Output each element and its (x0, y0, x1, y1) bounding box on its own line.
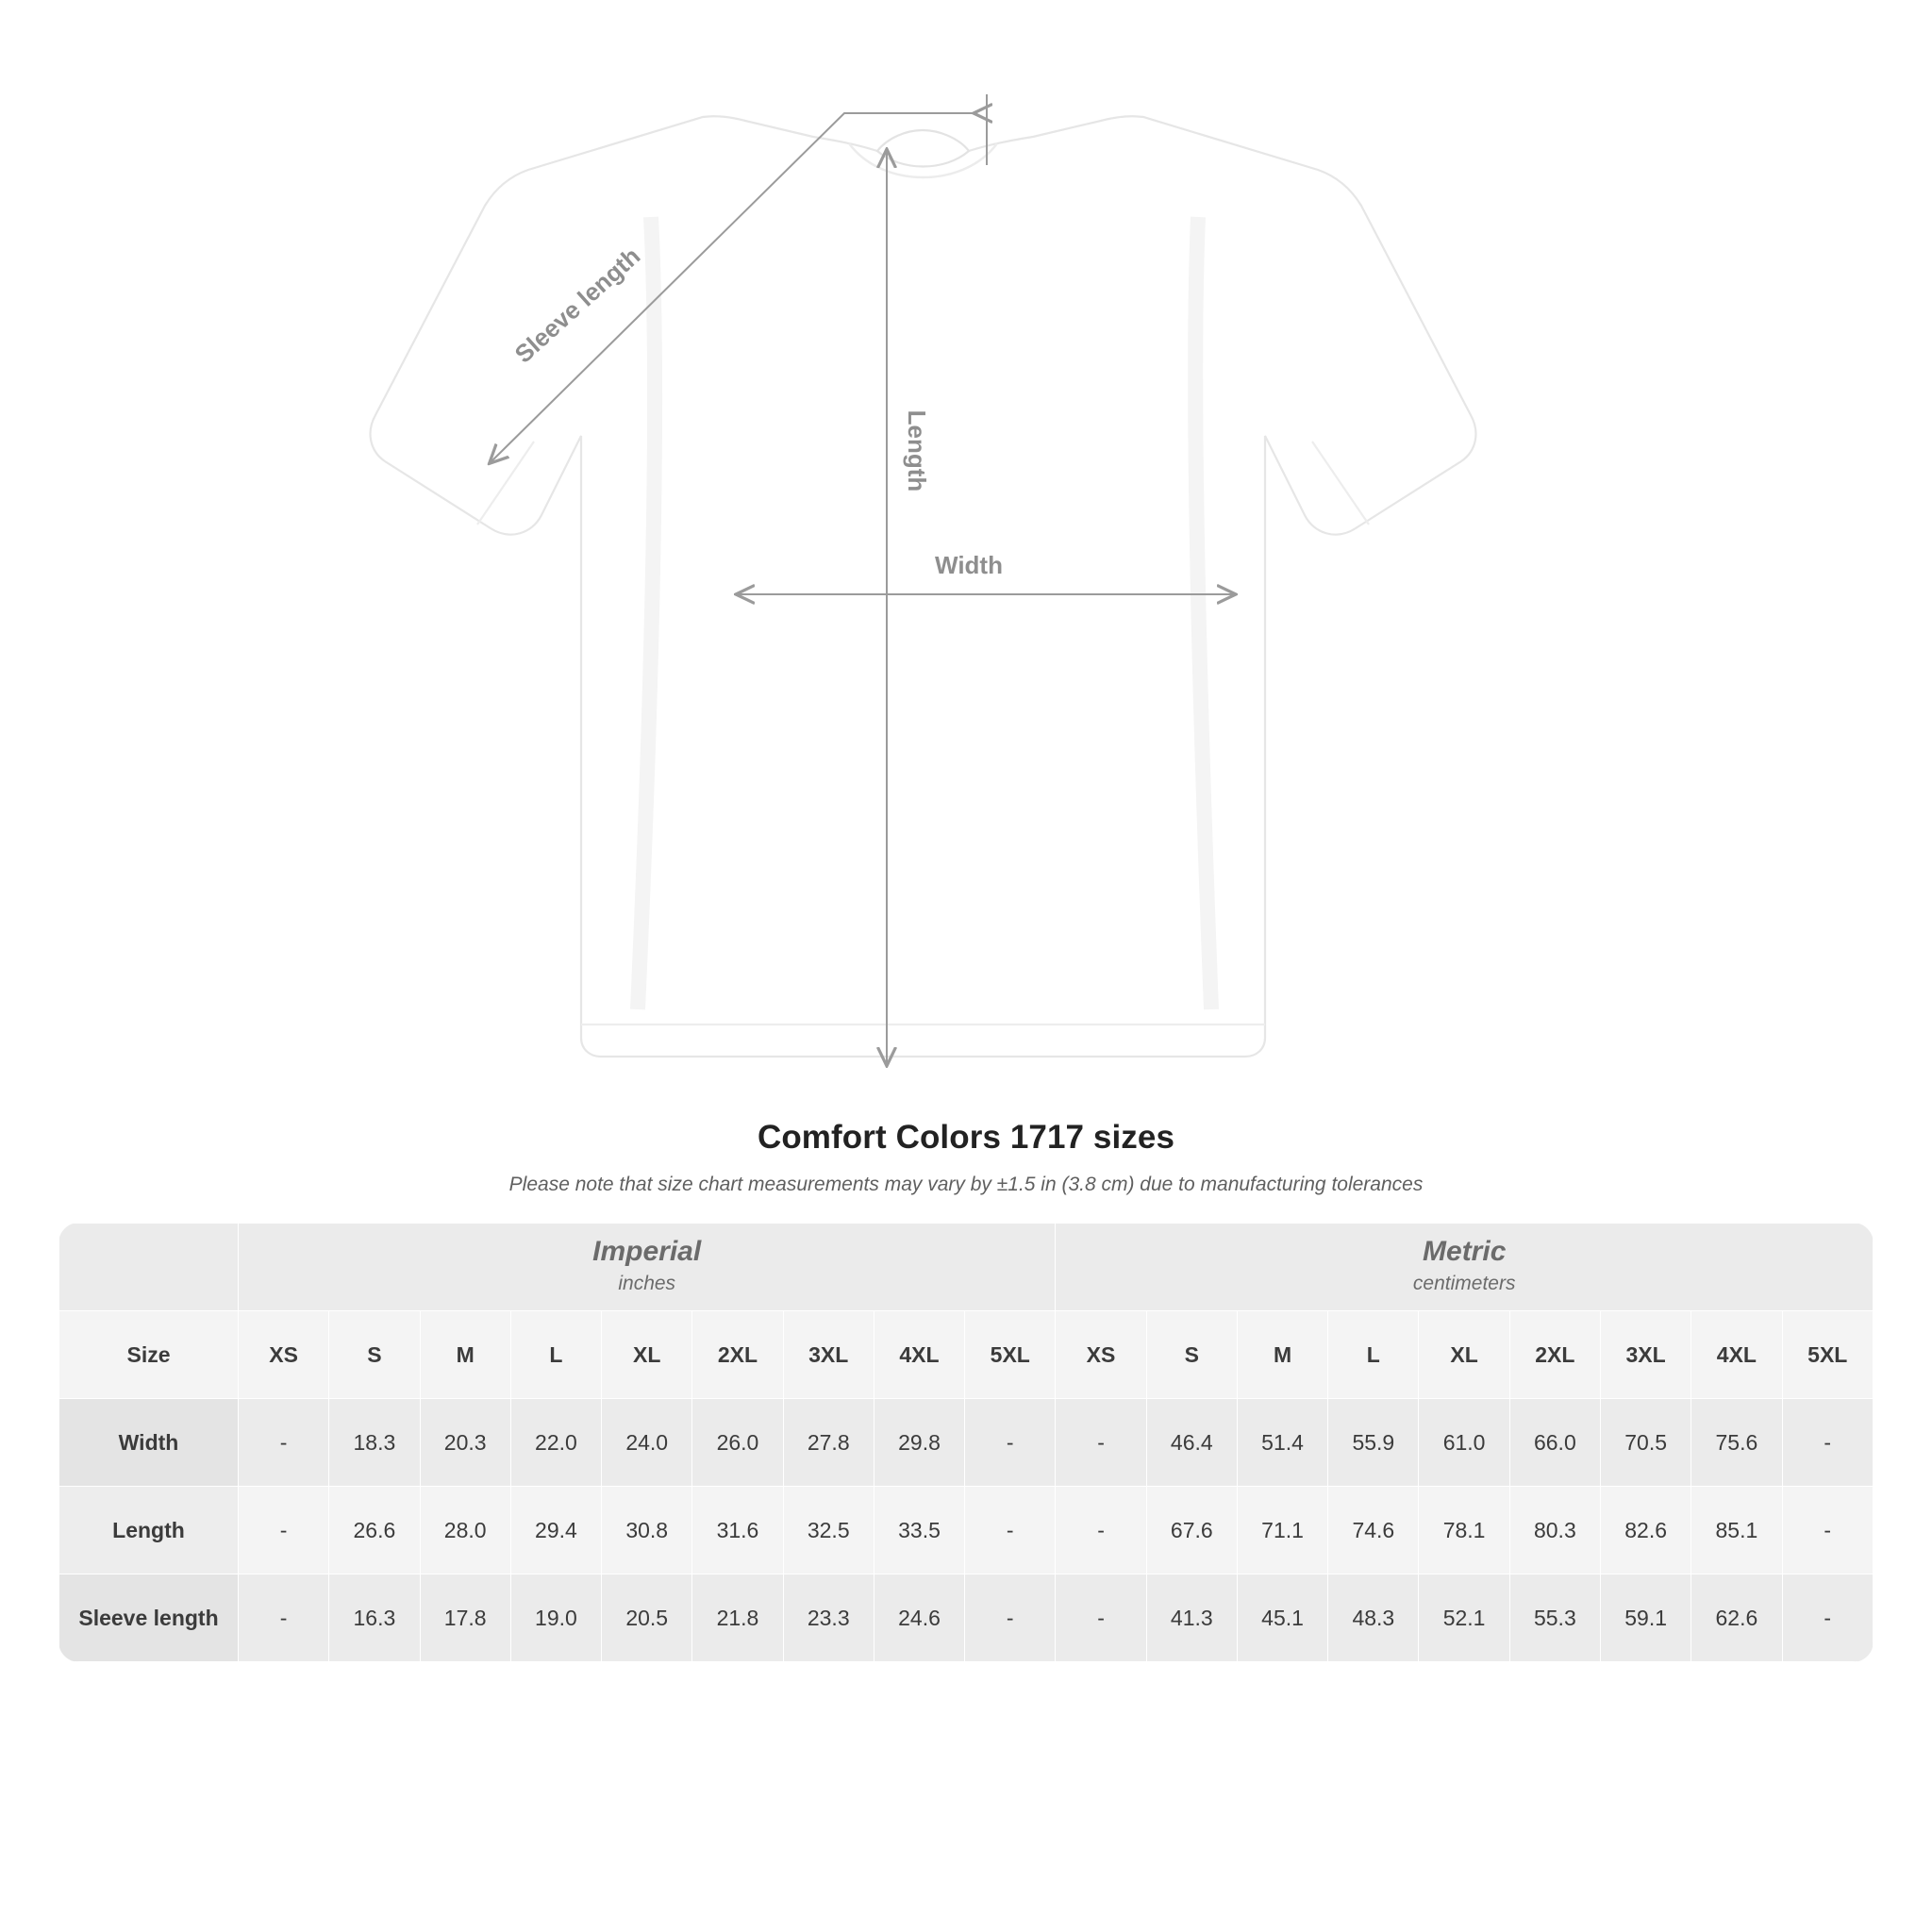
header-imperial-4xl: 4XL (874, 1311, 964, 1399)
cell-length-imperial-s: 26.6 (329, 1487, 420, 1574)
size-table-wrapper (58, 1223, 1874, 1662)
unit-group-imperial-sub: inches (618, 1272, 676, 1294)
cell-length-imperial-m: 28.0 (420, 1487, 510, 1574)
header-imperial-xs: XS (239, 1311, 329, 1399)
header-metric-m: M (1237, 1311, 1327, 1399)
cell-width-metric-s: 46.4 (1146, 1399, 1237, 1487)
header-metric-3xl: 3XL (1600, 1311, 1690, 1399)
size-table (58, 1223, 1874, 1662)
header-metric-5xl: 5XL (1782, 1311, 1873, 1399)
cell-sleeve-metric-5xl: - (1782, 1574, 1873, 1662)
header-imperial-s: S (329, 1311, 420, 1399)
cell-length-imperial-3xl: 32.5 (783, 1487, 874, 1574)
cell-length-imperial-l: 29.4 (510, 1487, 601, 1574)
cell-width-metric-l: 55.9 (1328, 1399, 1419, 1487)
label-width: Width (935, 551, 1003, 579)
header-imperial-l: L (510, 1311, 601, 1399)
header-metric-s: S (1146, 1311, 1237, 1399)
cell-width-metric-m: 51.4 (1237, 1399, 1327, 1487)
row-label-length: Length (59, 1487, 239, 1574)
cell-width-imperial-l: 22.0 (510, 1399, 601, 1487)
row-label-sleeve-length: Sleeve length (59, 1574, 239, 1662)
header-metric-4xl: 4XL (1691, 1311, 1782, 1399)
cell-length-metric-3xl: 82.6 (1600, 1487, 1690, 1574)
title-block (0, 1119, 1932, 1196)
cell-width-imperial-m: 20.3 (420, 1399, 510, 1487)
cell-sleeve-imperial-2xl: 21.8 (692, 1574, 783, 1662)
header-imperial-m: M (420, 1311, 510, 1399)
cell-length-metric-xs: - (1056, 1487, 1146, 1574)
cell-sleeve-imperial-4xl: 24.6 (874, 1574, 964, 1662)
cell-width-metric-2xl: 66.0 (1509, 1399, 1600, 1487)
header-metric-xs: XS (1056, 1311, 1146, 1399)
header-imperial-3xl: 3XL (783, 1311, 874, 1399)
unit-group-imperial-name: Imperial (592, 1236, 702, 1267)
cell-sleeve-imperial-s: 16.3 (329, 1574, 420, 1662)
header-metric-l: L (1328, 1311, 1419, 1399)
cell-sleeve-imperial-xs: - (239, 1574, 329, 1662)
cell-length-imperial-5xl: - (965, 1487, 1056, 1574)
cell-sleeve-metric-s: 41.3 (1146, 1574, 1237, 1662)
cell-length-imperial-2xl: 31.6 (692, 1487, 783, 1574)
table-row (59, 1574, 1874, 1662)
header-metric-xl: XL (1419, 1311, 1509, 1399)
cell-width-imperial-xs: - (239, 1399, 329, 1487)
unit-corner-cell (59, 1224, 239, 1311)
cell-sleeve-metric-m: 45.1 (1237, 1574, 1327, 1662)
label-length: Length (903, 409, 931, 492)
cell-sleeve-metric-l: 48.3 (1328, 1574, 1419, 1662)
cell-length-imperial-4xl: 33.5 (874, 1487, 964, 1574)
label-sleeve-length: Sleeve length (508, 242, 646, 369)
cell-sleeve-imperial-5xl: - (965, 1574, 1056, 1662)
cell-width-metric-4xl: 75.6 (1691, 1399, 1782, 1487)
cell-width-imperial-3xl: 27.8 (783, 1399, 874, 1487)
cell-width-imperial-2xl: 26.0 (692, 1399, 783, 1487)
unit-group-metric (1056, 1224, 1874, 1311)
tshirt-shape (371, 116, 1476, 1057)
cell-sleeve-metric-4xl: 62.6 (1691, 1574, 1782, 1662)
header-imperial-2xl: 2XL (692, 1311, 783, 1399)
cell-sleeve-imperial-3xl: 23.3 (783, 1574, 874, 1662)
cell-width-imperial-xl: 24.0 (602, 1399, 692, 1487)
tolerance-note: Please note that size chart measurements may vary by ±1.5 in (3.8 cm) due to manufacturing tolerances (508, 1174, 1424, 1195)
row-label-width: Width (59, 1399, 239, 1487)
cell-sleeve-metric-xs: - (1056, 1574, 1146, 1662)
cell-length-imperial-xs: - (239, 1487, 329, 1574)
cell-sleeve-imperial-xl: 20.5 (602, 1574, 692, 1662)
cell-width-metric-3xl: 70.5 (1600, 1399, 1690, 1487)
cell-length-imperial-xl: 30.8 (602, 1487, 692, 1574)
cell-length-metric-xl: 78.1 (1419, 1487, 1509, 1574)
unit-group-row (59, 1224, 1874, 1311)
size-header-row (59, 1311, 1874, 1399)
cell-sleeve-imperial-m: 17.8 (420, 1574, 510, 1662)
cell-sleeve-imperial-l: 19.0 (510, 1574, 601, 1662)
cell-length-metric-s: 67.6 (1146, 1487, 1237, 1574)
unit-group-imperial (239, 1224, 1056, 1311)
cell-length-metric-5xl: - (1782, 1487, 1873, 1574)
cell-sleeve-metric-xl: 52.1 (1419, 1574, 1509, 1662)
header-metric-2xl: 2XL (1509, 1311, 1600, 1399)
unit-group-metric-name: Metric (1423, 1236, 1507, 1267)
cell-length-metric-2xl: 80.3 (1509, 1487, 1600, 1574)
cell-width-imperial-5xl: - (965, 1399, 1056, 1487)
header-imperial-xl: XL (602, 1311, 692, 1399)
cell-width-metric-xl: 61.0 (1419, 1399, 1509, 1487)
page-title: Comfort Colors 1717 sizes (757, 1119, 1175, 1156)
unit-group-metric-sub: centimeters (1412, 1272, 1516, 1294)
cell-sleeve-metric-2xl: 55.3 (1509, 1574, 1600, 1662)
cell-width-imperial-s: 18.3 (329, 1399, 420, 1487)
header-size-label: Size (59, 1311, 239, 1399)
cell-sleeve-metric-3xl: 59.1 (1600, 1574, 1690, 1662)
table-row (59, 1399, 1874, 1487)
table-row (59, 1487, 1874, 1574)
cell-width-metric-5xl: - (1782, 1399, 1873, 1487)
cell-width-metric-xs: - (1056, 1399, 1146, 1487)
cell-length-metric-l: 74.6 (1328, 1487, 1419, 1574)
cell-length-metric-m: 71.1 (1237, 1487, 1327, 1574)
cell-width-imperial-4xl: 29.8 (874, 1399, 964, 1487)
header-imperial-5xl: 5XL (965, 1311, 1056, 1399)
cell-length-metric-4xl: 85.1 (1691, 1487, 1782, 1574)
